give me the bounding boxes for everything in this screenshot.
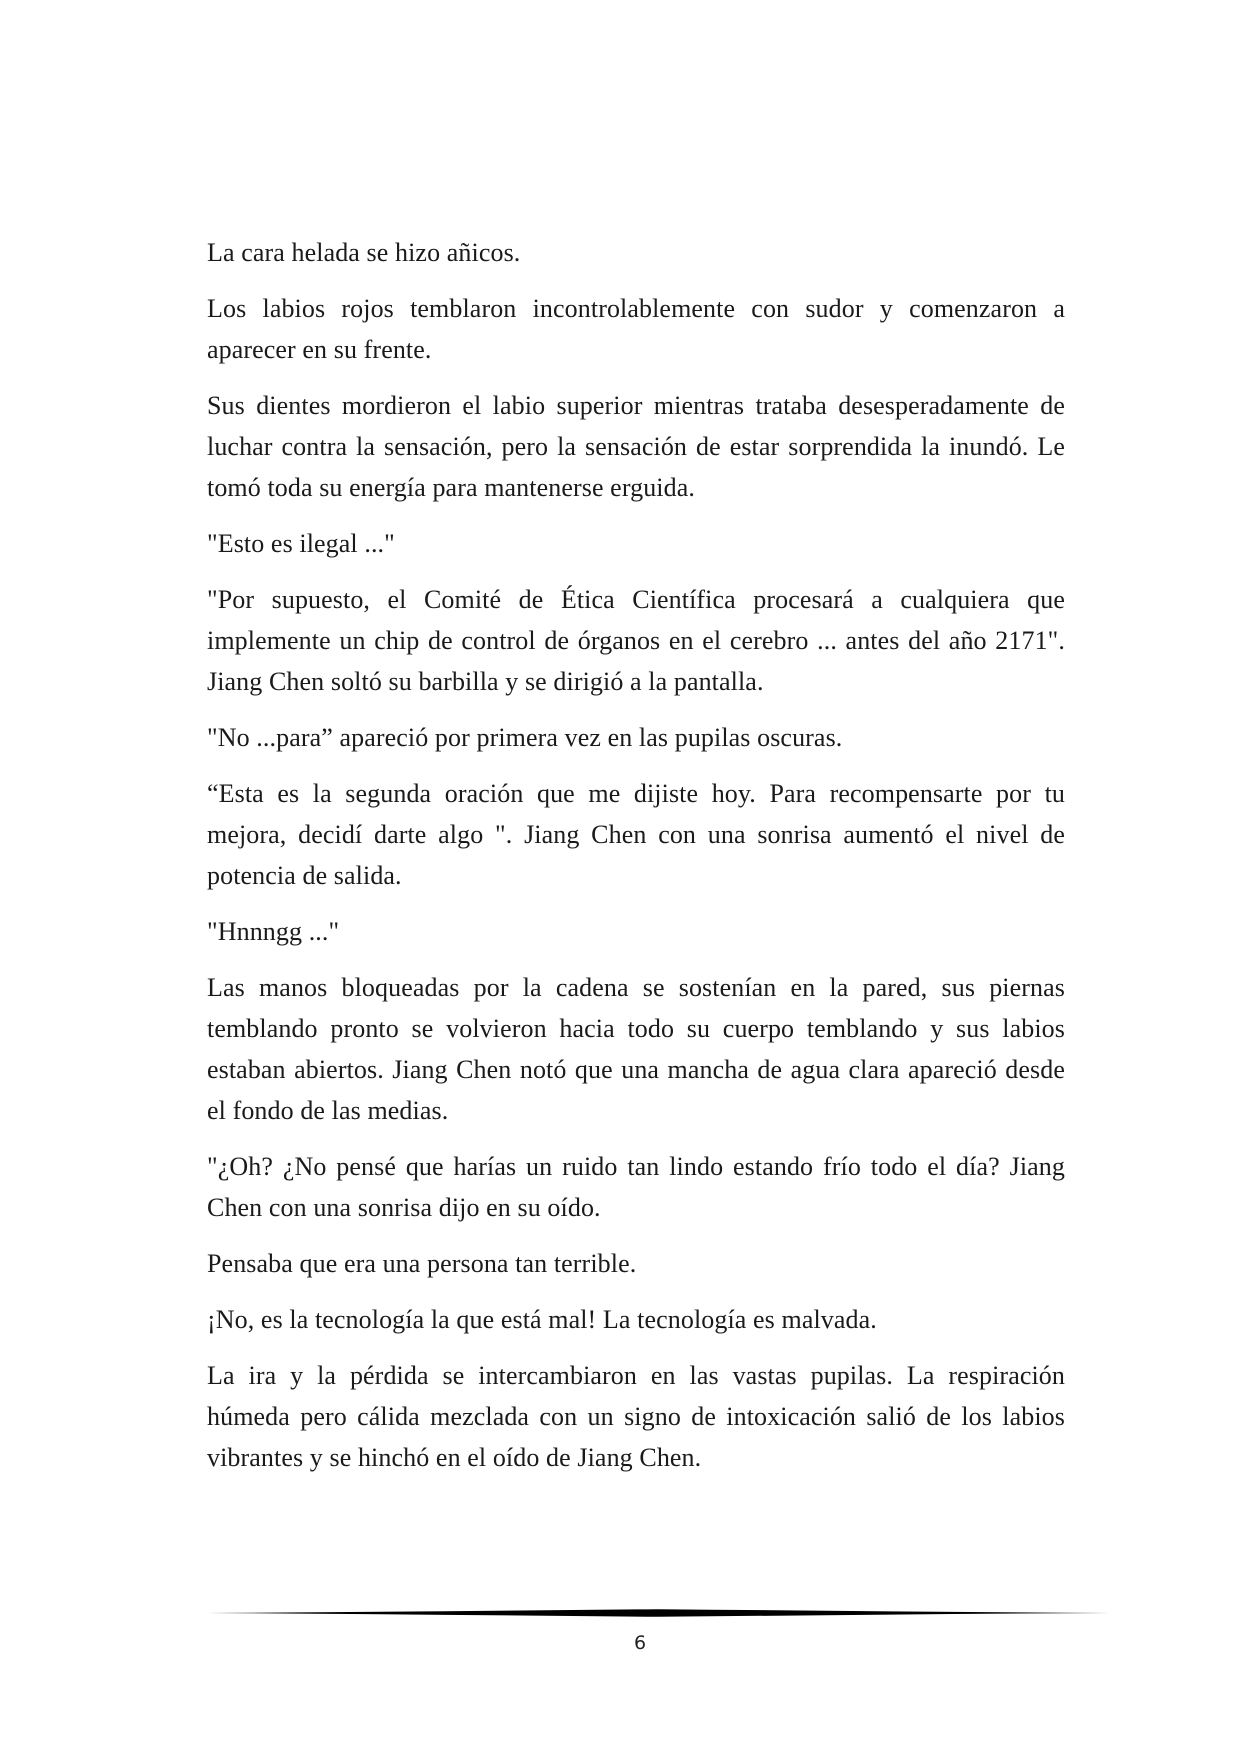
paragraph: “Esta es la segunda oración que me dijiste hoy. Para recompensarte por tu mejora, decidí darte algo ". Jiang Chen con una sonrisa aumentó el nivel de potencia de salida. [207,779,1065,890]
page-number: 6 [633,1632,647,1654]
paragraph: Pensaba que era una persona tan terrible. [207,1249,637,1278]
paragraph: Las manos bloqueadas por la cadena se sostenían en la pared, sus piernas temblando pronto se volvieron hacia todo su cuerpo temblando y sus labios estaban abiertos. Jiang Chen notó que una mancha de agua clara apareció desde el fondo de las medias. [207,973,1065,1125]
paragraph: Los labios rojos temblaron incontrolablemente con sudor y comenzaron a aparecer en su frente. [207,294,1065,364]
paragraph: La ira y la pérdida se intercambiaron en las vastas pupilas. La respiración húmeda pero cálida mezclada con un signo de intoxicación salió de los labios vibrantes y se hinchó en el oído de Jiang Chen. [207,1361,1065,1472]
paragraph: "Por supuesto, el Comité de Ética Científica procesará a cualquiera que implemente un chip de control de órganos en el cerebro ... antes del año 2171". Jiang Chen soltó su barbilla y se dirigió a la pantalla. [207,585,1065,696]
paragraph: "Esto es ilegal ..." [207,529,395,558]
paragraph: "Hnnngg ..." [207,917,340,946]
footer-rule [207,1606,1110,1620]
paragraph: La cara helada se hizo añicos. [207,238,521,267]
paragraph: "¿Oh? ¿No pensé que harías un ruido tan lindo estando frío todo el día? Jiang Chen con una sonrisa dijo en su oído. [207,1152,1065,1222]
paragraph: Sus dientes mordieron el labio superior mientras trataba desesperadamente de luchar contra la sensación, pero la sensación de estar sorprendida la inundó. Le tomó toda su energía para mantenerse erguida. [207,391,1065,502]
paragraph: "No ...para” apareció por primera vez en las pupilas oscuras. [207,723,843,752]
body-text [207,232,1065,1493]
footer-rule-swash [207,1609,1110,1617]
paragraph: ¡No, es la tecnología la que está mal! La tecnología es malvada. [207,1305,877,1334]
